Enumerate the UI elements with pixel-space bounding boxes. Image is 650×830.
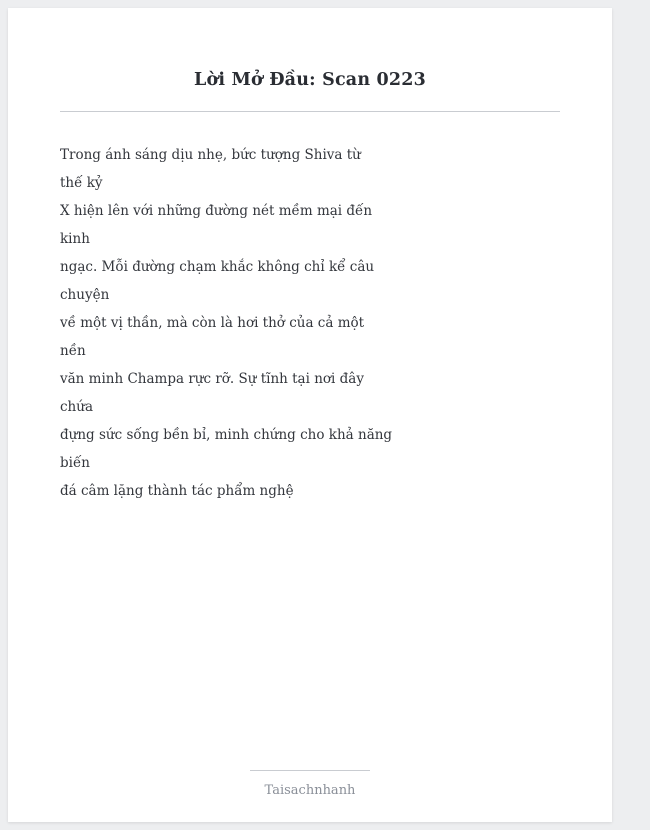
body-line: về một vị thần, mà còn là hơi thở của cả một [60,315,365,331]
body-line: văn minh Champa rực rỡ. Sự tĩnh tại nơi đây [60,371,364,387]
body-line: Trong ánh sáng dịu nhẹ, bức tượng Shiva từ [60,147,361,163]
title-divider [60,111,560,112]
body-line: nền [60,343,86,359]
body-line: đựng sức sống bền bỉ, minh chứng cho khả năng [60,427,393,443]
body-line: chứa [60,399,93,415]
body-line: X hiện lên với những đường nét mềm mại đến [60,203,373,219]
document-body [60,141,480,505]
page-footer [8,770,612,798]
body-line: thế kỷ [60,175,103,191]
body-line: chuyện [60,287,110,303]
footer-divider [250,770,370,771]
document-page [8,8,612,822]
body-line: đá câm lặng thành tác phẩm nghệ [60,483,294,499]
body-line: biến [60,455,90,471]
footer-label: Taisachnhanh [264,783,356,798]
body-line: kinh [60,231,90,247]
page-title: Lời Mở Đầu: Scan 0223 [193,70,427,90]
body-line: ngạc. Mỗi đường chạm khắc không chỉ kể câu [60,259,375,275]
